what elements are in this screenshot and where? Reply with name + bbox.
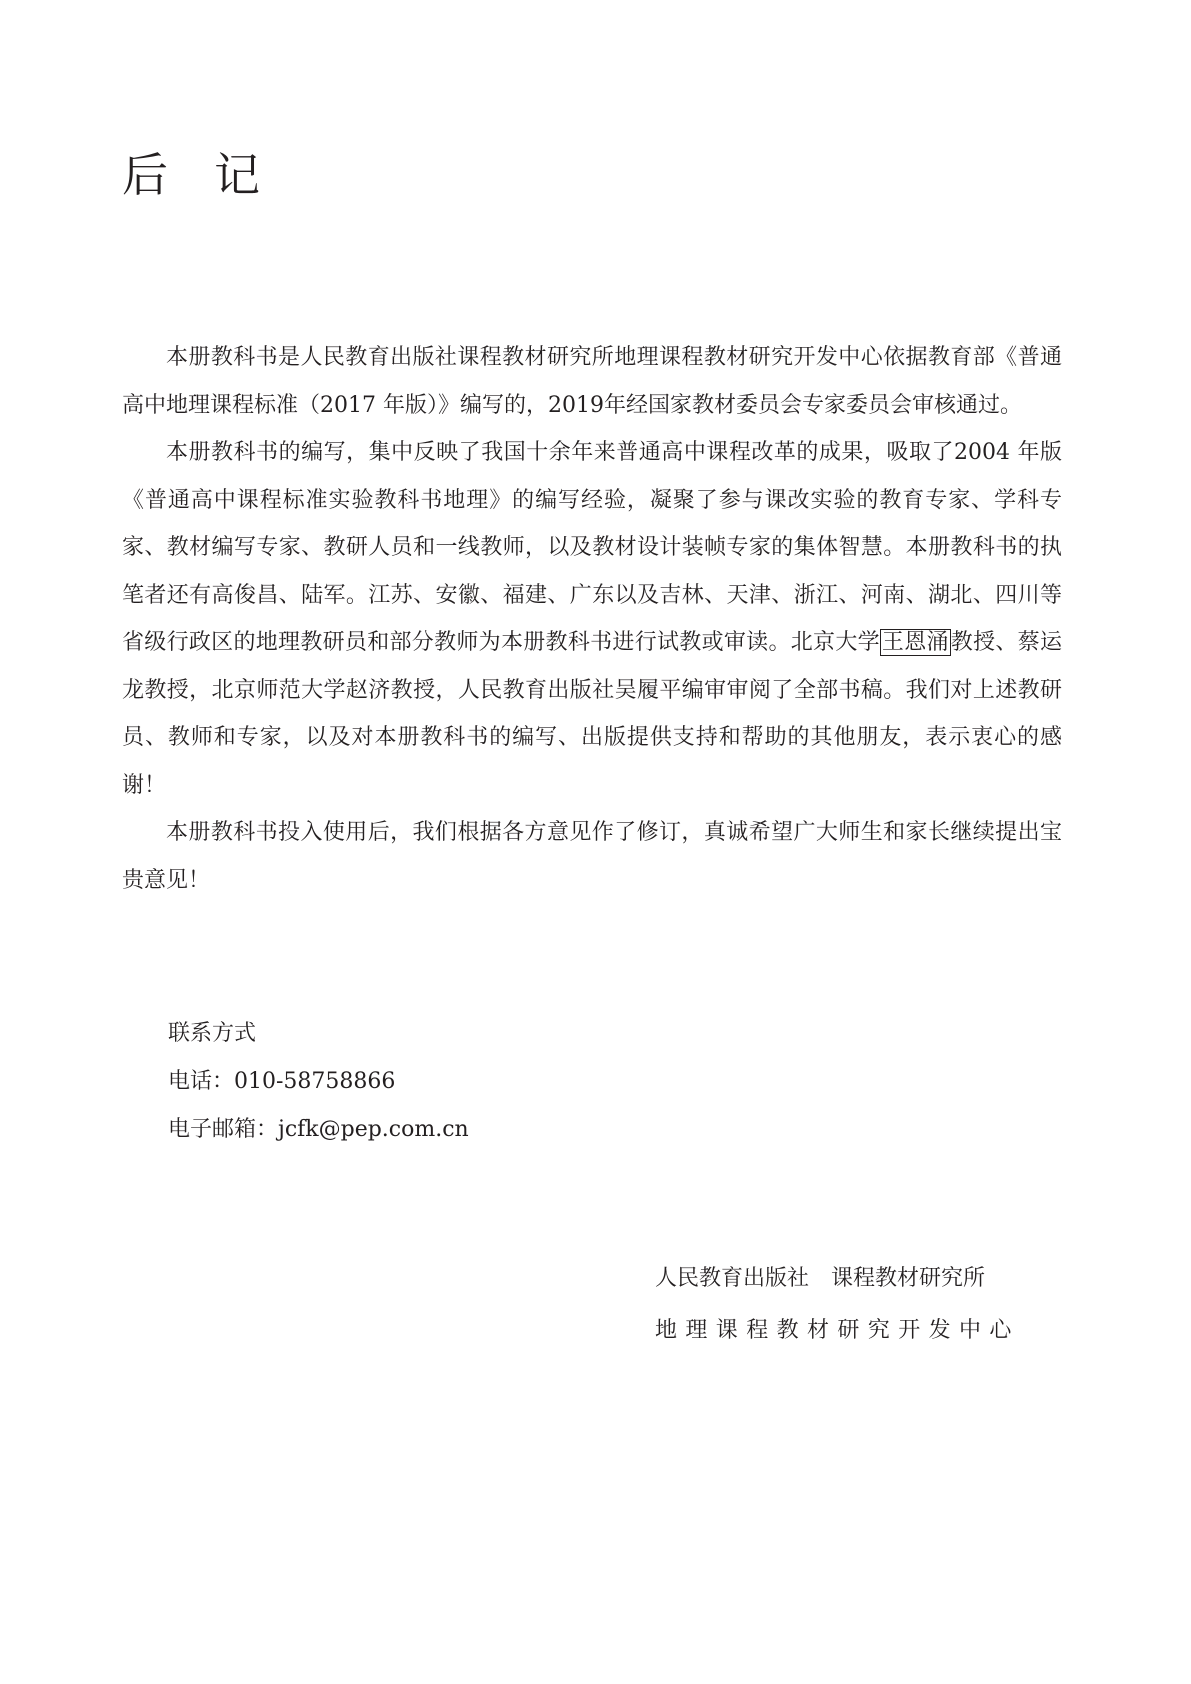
body-text	[122, 334, 1062, 904]
page-title	[122, 145, 260, 205]
paragraph-2-before: 本册教科书的编写，集中反映了我国十余年来普通高中课程改革的成果，吸取了2004 年版《普通高中课程标准实验教科书地理》的编写经验，凝聚了参与课改实验的教育专家、学科专家、教材编写专家、教研人员和一线教师，以及教材设计装帧专家的集体智慧。本册教科书的执笔者还有高俊昌、陆军。江苏、安徽、福建、广东以及吉林、天津、浙江、河南、湖北、四川等省级行政区的地理教研员和部分教师为本册教科书进行试教或审读。北京大学	[122, 440, 1062, 655]
contact-phone: 电话：010-58758866	[168, 1069, 396, 1094]
title-char-1: 后	[122, 147, 168, 202]
signature-publisher: 人民教育出版社	[655, 1266, 810, 1291]
title-char-2: 记	[214, 147, 260, 202]
contact-block	[168, 1010, 469, 1154]
signature-center: 地理课程教材研究开发中心	[655, 1318, 1020, 1343]
boxed-name: 王恩涌	[881, 630, 949, 655]
paragraph-2	[122, 429, 1062, 809]
paragraph-3: 本册教科书投入使用后，我们根据各方意见作了修订，真诚希望广大师生和家长继续提出宝贵意见！	[122, 820, 1062, 893]
contact-email: 电子邮箱：jcfk@pep.com.cn	[168, 1117, 469, 1142]
signature-line-1	[655, 1253, 1020, 1305]
paragraph-1: 本册教科书是人民教育出版社课程教材研究所地理课程教材研究开发中心依据教育部《普通高中地理课程标准（2017 年版）》编写的，2019年经国家教材委员会专家委员会审核通过。	[122, 345, 1062, 418]
signature-block	[655, 1253, 1020, 1357]
paragraph-2-after: 教授、蔡运龙教授，北京师范大学赵济教授，人民教育出版社吴履平编审审阅了全部书稿。我们对上述教研员、教师和专家，以及对本册教科书的编写、出版提供支持和帮助的其他朋友，表示衷心的感谢！	[122, 630, 1062, 798]
signature-institute: 课程教材研究所	[831, 1266, 986, 1291]
contact-heading: 联系方式	[168, 1021, 257, 1046]
